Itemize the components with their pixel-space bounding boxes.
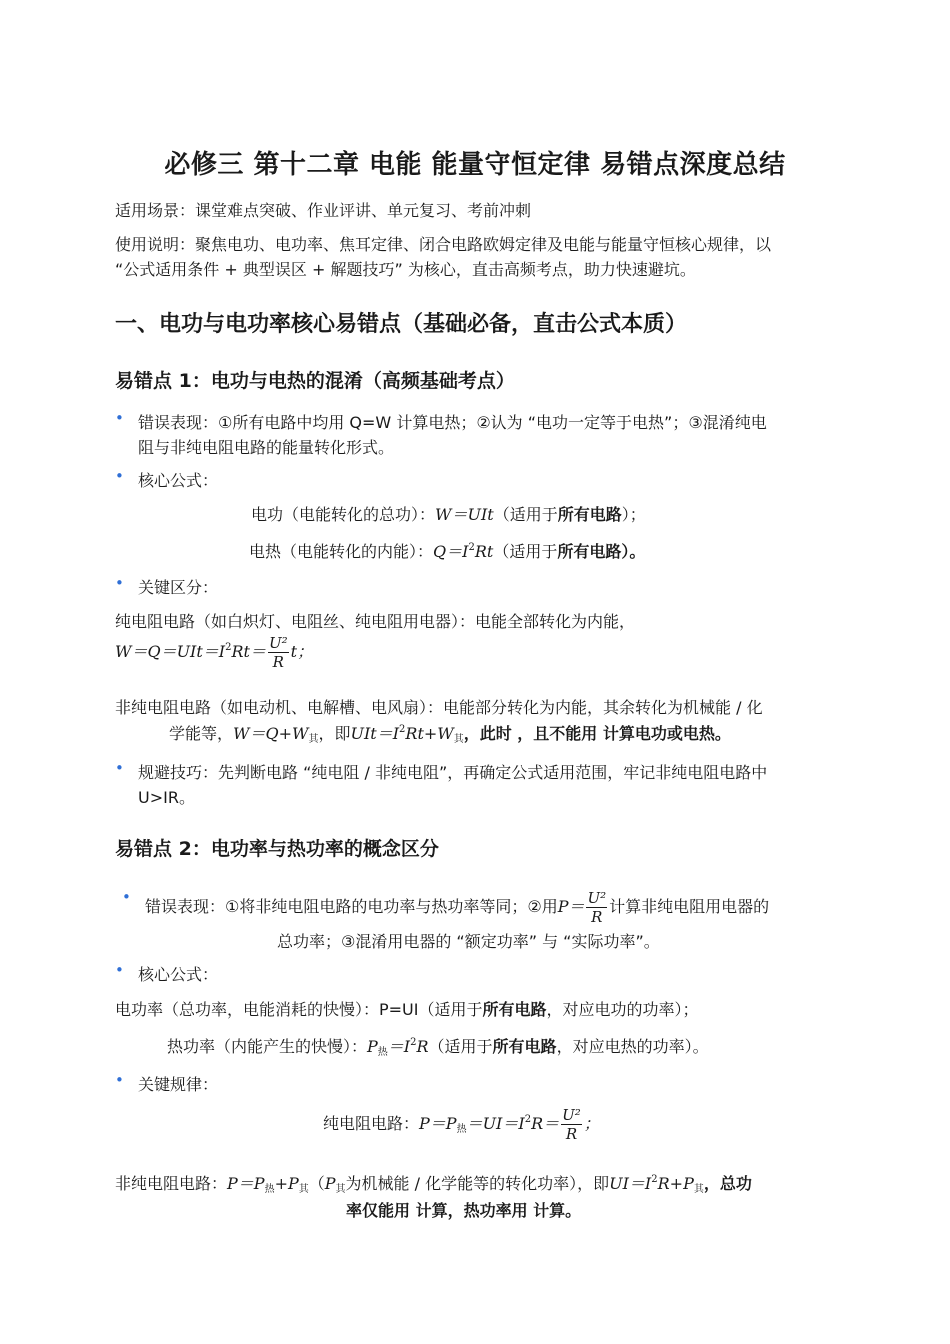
bullet-dot-icon: • (115, 574, 124, 592)
point1-nonpure-line1: 非纯电阻电路（如电动机、电解槽、电风扇）：电能部分转化为内能，其余转化为机械能 / 化 (115, 698, 763, 717)
bullet-dot-icon: • (115, 1071, 124, 1089)
point2-pure-formula: 纯电阻电路：$P=P_热=UI=I^2R=$ $\frac{\text{U²}}{R}$ ； (323, 1106, 600, 1143)
point1-formula-heat: 电热（电能转化的内能）：$Q=I^2Rt$（适用于所有电路）。 (249, 542, 646, 561)
point2-power-line: 电功率（总功率，电能消耗的快慢）：P=UI（适用于所有电路，对应电功的功率）； (115, 1000, 699, 1019)
section-heading-1: 一、电功与电功率核心易错点（基础必备，直击公式本质） (115, 312, 688, 337)
usage-line-2: “公式适用条件 + 典型误区 + 解题技巧” 为核心，直击高频考点，助力快速避坑。 (115, 260, 696, 279)
point2-heading: 易错点 2：电功率与热功率的概念区分 (115, 838, 439, 860)
point2-heat-power-line: 热功率（内能产生的快慢）：$P_热=I^2R$（适用于所有电路，对应电热的功率）。 (167, 1037, 709, 1058)
fraction: $\frac{\text{U²}}{R}$ (562, 1106, 581, 1143)
bullet-dot-icon: • (115, 759, 124, 777)
point1-nonpure-line2: 学能等，$W=Q+W_其$，即$UIt=I^2Rt+W_其$，此时 ，且不能用 计算电功或电热。 (169, 724, 731, 745)
point1-formula-work: 电功（电能转化的总功）：W＝UIt（适用于所有电路）； (251, 505, 646, 524)
point1-heading: 易错点 1：电功与电热的混淆（高频基础考点） (115, 370, 515, 392)
point2-nonpure-line2: 率仅能用 计算，热功率用 计算。 (346, 1201, 582, 1220)
document-title: 必修三 第十二章 电能 能量守恒定律 易错点深度总结 (164, 150, 786, 180)
bullet-dot-icon: • (122, 888, 131, 906)
bullet-dot-icon: • (115, 467, 124, 485)
bullet-dot-icon: • (115, 409, 124, 427)
fraction: $\frac{\text{U²}}{R}$ (587, 889, 607, 926)
point2-nonpure-line1: 非纯电阻电路：$P=P_热+P_其(P_其$为机械能 / 化学能等的转化功率），即$UI=I^2R+P_其$，总功 (115, 1174, 752, 1195)
bullet-dot-icon: • (115, 961, 124, 979)
scene-line: 适用场景：课堂难点突破、作业评讲、单元复习、考前冲刺 (115, 201, 532, 220)
point2-error-line2: 总功率；③混淆用电器的 “额定功率” 与 “实际功率”。 (277, 932, 660, 951)
usage-line-1: 使用说明：聚焦电功、电功率、焦耳定律、闭合电路欧姆定律及电能与能量守恒核心规律，以 (115, 235, 772, 254)
fraction: $\frac{\text{U²}}{R}$ (268, 634, 288, 671)
point1-pure-formula: $W=Q=UIt=I^2Rt=$ $\frac{\text{U²}}{R}$ t； (115, 634, 314, 671)
point1-pure-text: 纯电阻电路（如白炽灯、电阻丝、纯电阻用电器）：电能全部转化为内能， (115, 612, 636, 631)
